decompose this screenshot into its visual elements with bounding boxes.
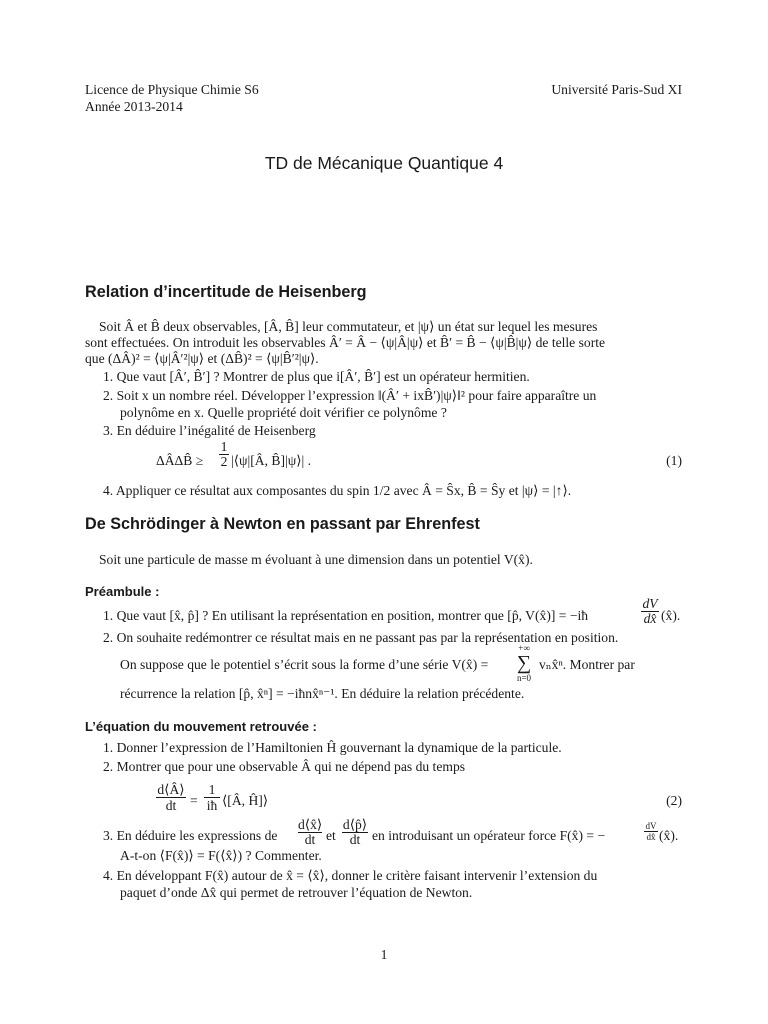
motion-item3-text-a: 3. En déduire les expressions de: [103, 828, 278, 843]
section1-intro-line1: Soit Â et B̂ deux observables, [Â, B̂] leur commutateur, et |ψ⟩ un état sur lequel les mesures: [99, 319, 598, 334]
subsection-equation-mouvement: L’équation du mouvement retrouvée :: [85, 719, 317, 734]
section2-heading: De Schrödinger à Newton en passant par Ehrenfest: [85, 515, 480, 533]
equation-2-rhs-num: 1: [208, 782, 216, 797]
section1-item3: 3. En déduire l’inégalité de Heisenberg: [103, 423, 316, 438]
motion-item3-frac2-num: d⟨p̂⟩: [342, 817, 368, 832]
equation-1-lhs: ΔÂΔB̂ ≥: [156, 453, 204, 468]
section1-intro-line2: sont effectuées. On introduit les observables Â′ = Â − ⟨ψ|Â|ψ⟩ et B̂′ = B̂ − ⟨ψ|B̂|ψ⟩ de telle sorte: [85, 335, 606, 350]
preambule-item1-frac-den: dx̂: [641, 611, 659, 626]
motion-item2: 2. Montrer que pour une observable Â qui ne dépend pas du temps: [103, 759, 466, 774]
page-number: 1: [380, 947, 388, 962]
motion-item3-frac1-den: dt: [298, 832, 322, 847]
motion-item3-line2: A-t-on ⟨F(x̂)⟩ = F(⟨x̂⟩) ? Commenter.: [120, 848, 322, 863]
motion-item4-line2: paquet d’onde Δx̂ qui permet de retrouver l’équation de Newton.: [120, 885, 473, 900]
preambule-item1-end: (x̂).: [661, 608, 681, 623]
equation-1-frac-num: 1: [220, 439, 228, 454]
preambule-item1-frac: [641, 597, 659, 626]
section1-item4: 4. Appliquer ce résultat aux composantes du spin 1/2 avec Â = Ŝx, B̂ = Ŝy et |ψ⟩ = |↑⟩.: [103, 483, 572, 498]
motion-item3-frac3-den: dx̂: [644, 831, 658, 842]
motion-item3-text-b: en introduisant un opérateur force F(x̂) = −: [372, 828, 606, 843]
motion-item3-text-c: (x̂).: [659, 828, 679, 843]
equation-2-rhs: ⟨[Â, Ĥ]⟩: [222, 793, 269, 808]
equation-1-number: (1): [666, 453, 682, 468]
section1-item2-line1: 2. Soit x un nombre réel. Développer l’expression ‖(Â′ + ixB̂′)|ψ⟩‖² pour faire apparaître un: [103, 388, 597, 403]
motion-item3-frac2: [342, 818, 368, 847]
motion-item3-frac3: [644, 821, 658, 842]
sum-symbol: ∑: [516, 652, 532, 674]
motion-item1: 1. Donner l’expression de l’Hamiltonien Ĥ gouvernant la dynamique de la particule.: [103, 740, 562, 755]
preambule-item2-line3: récurrence la relation [p̂, x̂ⁿ] = −iħnx̂ⁿ⁻¹. En déduire la relation précédente.: [120, 686, 525, 701]
sum-operator: [512, 643, 536, 683]
preambule-item2-line1: 2. On souhaite redémontrer ce résultat mais en ne passant pas par la représentation en position.: [103, 630, 619, 645]
equation-2-lhs-frac: [156, 782, 186, 813]
motion-item3-frac1: [298, 818, 322, 847]
header-university: Université Paris-Sud XI: [551, 82, 682, 97]
section1-heading: Relation d’incertitude de Heisenberg: [85, 283, 367, 301]
equation-2-equals: =: [190, 793, 198, 808]
sum-upper-bound: +∞: [518, 643, 530, 653]
section1-item1: 1. Que vaut [Â′, B̂′] ? Montrer de plus que i[Â′, B̂′] est un opérateur hermitien.: [103, 369, 530, 384]
motion-item3-frac1-num: d⟨x̂⟩: [298, 817, 323, 832]
equation-2-lhs-num: d⟨Â⟩: [157, 782, 185, 797]
preambule-item2-line2a: On suppose que le potentiel s’écrit sous la forme d’une série V(x̂) =: [120, 657, 489, 672]
section1-item2-line2: polynôme en x. Quelle propriété doit vérifier ce polynôme ?: [120, 405, 447, 420]
subsection-preambule: Préambule :: [85, 584, 160, 599]
equation-1-frac-den: 2: [220, 454, 228, 469]
motion-item4-line1: 4. En développant F(x̂) autour de x̂ = ⟨x̂⟩, donner le critère faisant intervenir l’extension du: [103, 868, 598, 883]
equation-1-rhs: |⟨ψ|[Â, B̂]|ψ⟩| .: [231, 453, 312, 468]
document-title: TD de Mécanique Quantique 4: [264, 153, 504, 173]
preambule-item2-line2b: vₙx̂ⁿ. Montrer par: [539, 657, 635, 672]
section1-intro-line3: que (ΔÂ)² = ⟨ψ|Â′²|ψ⟩ et (ΔB̂)² = ⟨ψ|B̂′²|ψ⟩.: [85, 351, 319, 366]
section2-intro: Soit une particule de masse m évoluant à une dimension dans un potentiel V(x̂).: [99, 552, 533, 567]
header-course: Licence de Physique Chimie S6: [85, 82, 259, 97]
equation-2-rhs-frac: [204, 782, 220, 813]
header-year: Année 2013-2014: [85, 99, 183, 114]
motion-item3-frac3-num: dV: [645, 821, 657, 831]
sum-lower-bound: n=0: [516, 673, 532, 683]
motion-item3-frac2-den: dt: [342, 832, 368, 847]
preambule-item1-frac-num: dV: [642, 596, 658, 611]
equation-2-rhs-den: iħ: [204, 797, 220, 813]
preambule-item1-text: 1. Que vaut [x̂, p̂] ? En utilisant la représentation en position, montrer que [p̂, V(x̂)] = −iħ: [103, 608, 589, 623]
equation-2-lhs-den: dt: [156, 797, 186, 813]
equation-1-frac: [219, 440, 229, 469]
equation-2-number: (2): [666, 793, 682, 808]
motion-item3-et: et: [326, 828, 336, 843]
